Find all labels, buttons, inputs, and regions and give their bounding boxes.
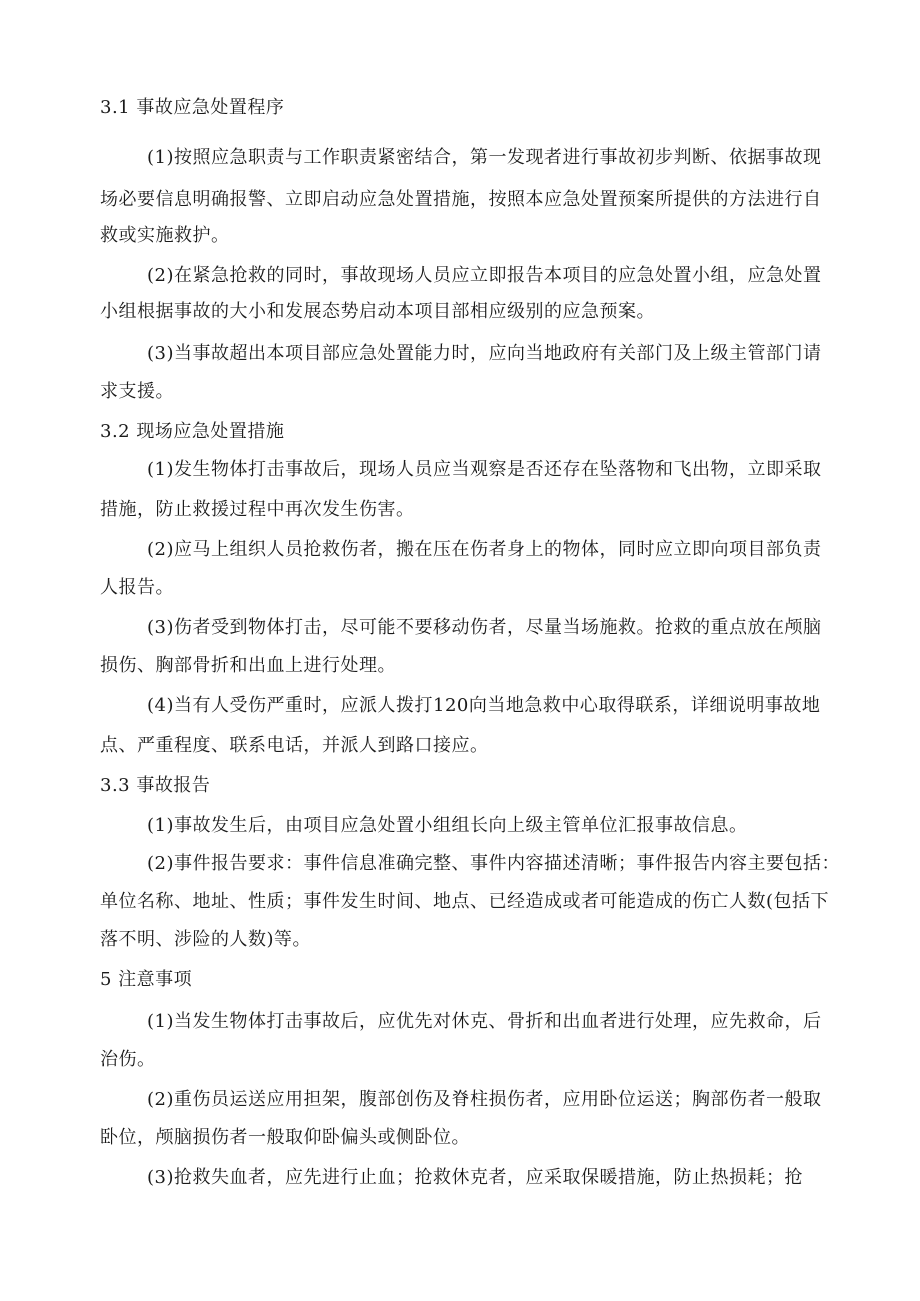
paragraph-line: 点、严重程度、联系电话，并派人到路口接应。: [100, 735, 489, 756]
paragraph-line: (3)伤者受到物体打击，尽可能不要移动伤者，尽量当场施救。抢救的重点放在颅脑: [147, 617, 822, 638]
paragraph-line: 单位名称、地址、性质；事件发生时间、地点、已经造成或者可能造成的伤亡人数(包括下: [100, 891, 830, 912]
paragraph-line: 治伤。: [100, 1049, 156, 1070]
paragraph-line: (2)事件报告要求：事件信息准确完整、事件内容描述清晰；事件报告内容主要包括：: [147, 853, 840, 874]
paragraph-line: (2)在紧急抢救的同时，事故现场人员应立即报告本项目的应急处置小组，应急处置: [147, 265, 822, 286]
paragraph-line: 卧位，颅脑损伤者一般取仰卧偏头或侧卧位。: [100, 1127, 470, 1148]
paragraph-line: 措施，防止救援过程中再次发生伤害。: [100, 499, 415, 520]
section-heading-3-1: 3.1 事故应急处置程序: [100, 97, 285, 118]
section-heading-5: 5 注意事项: [100, 969, 193, 990]
paragraph-line: 救或实施救护。: [100, 225, 230, 246]
paragraph-line: (4)当有人受伤严重时，应派人拨打120向当地急救中心取得联系，详细说明事故地: [147, 695, 821, 716]
paragraph-line: 人报告。: [100, 577, 174, 598]
section-heading-3-2: 3.2 现场应急处置措施: [100, 421, 285, 442]
paragraph-line: (3)当事故超出本项目部应急处置能力时，应向当地政府有关部门及上级主管部门请: [147, 343, 822, 364]
paragraph-line: 损伤、胸部骨折和出血上进行处理。: [100, 655, 396, 676]
paragraph-line: (1)当发生物体打击事故后，应优先对休克、骨折和出血者进行处理，应先救命，后: [147, 1011, 822, 1032]
paragraph-line: 落不明、涉险的人数)等。: [100, 929, 312, 950]
section-heading-3-3: 3.3 事故报告: [100, 775, 211, 796]
paragraph-line: (2)重伤员运送应用担架，腹部创伤及脊柱损伤者，应用卧位运送；胸部伤者一般取: [147, 1089, 822, 1110]
paragraph-line: (3)抢救失血者，应先进行止血；抢救休克者，应采取保暖措施，防止热损耗；抢: [147, 1167, 803, 1188]
paragraph-line: (1)发生物体打击事故后，现场人员应当观察是否还存在坠落物和飞出物，立即采取: [147, 459, 822, 480]
paragraph-line: 小组根据事故的大小和发展态势启动本项目部相应级别的应急预案。: [100, 301, 655, 322]
paragraph-line: 求支援。: [100, 381, 174, 402]
paragraph-line: (1)事故发生后，由项目应急处置小组组长向上级主管单位汇报事故信息。: [147, 815, 748, 836]
paragraph-line: 场必要信息明确报警、立即启动应急处置措施，按照本应急处置预案所提供的方法进行自: [100, 189, 822, 210]
paragraph-line: (2)应马上组织人员抢救伤者，搬在压在伤者身上的物体，同时应立即向项目部负责: [147, 539, 822, 560]
paragraph-line: (1)按照应急职责与工作职责紧密结合，第一发现者进行事故初步判断、依据事故现: [147, 147, 822, 168]
